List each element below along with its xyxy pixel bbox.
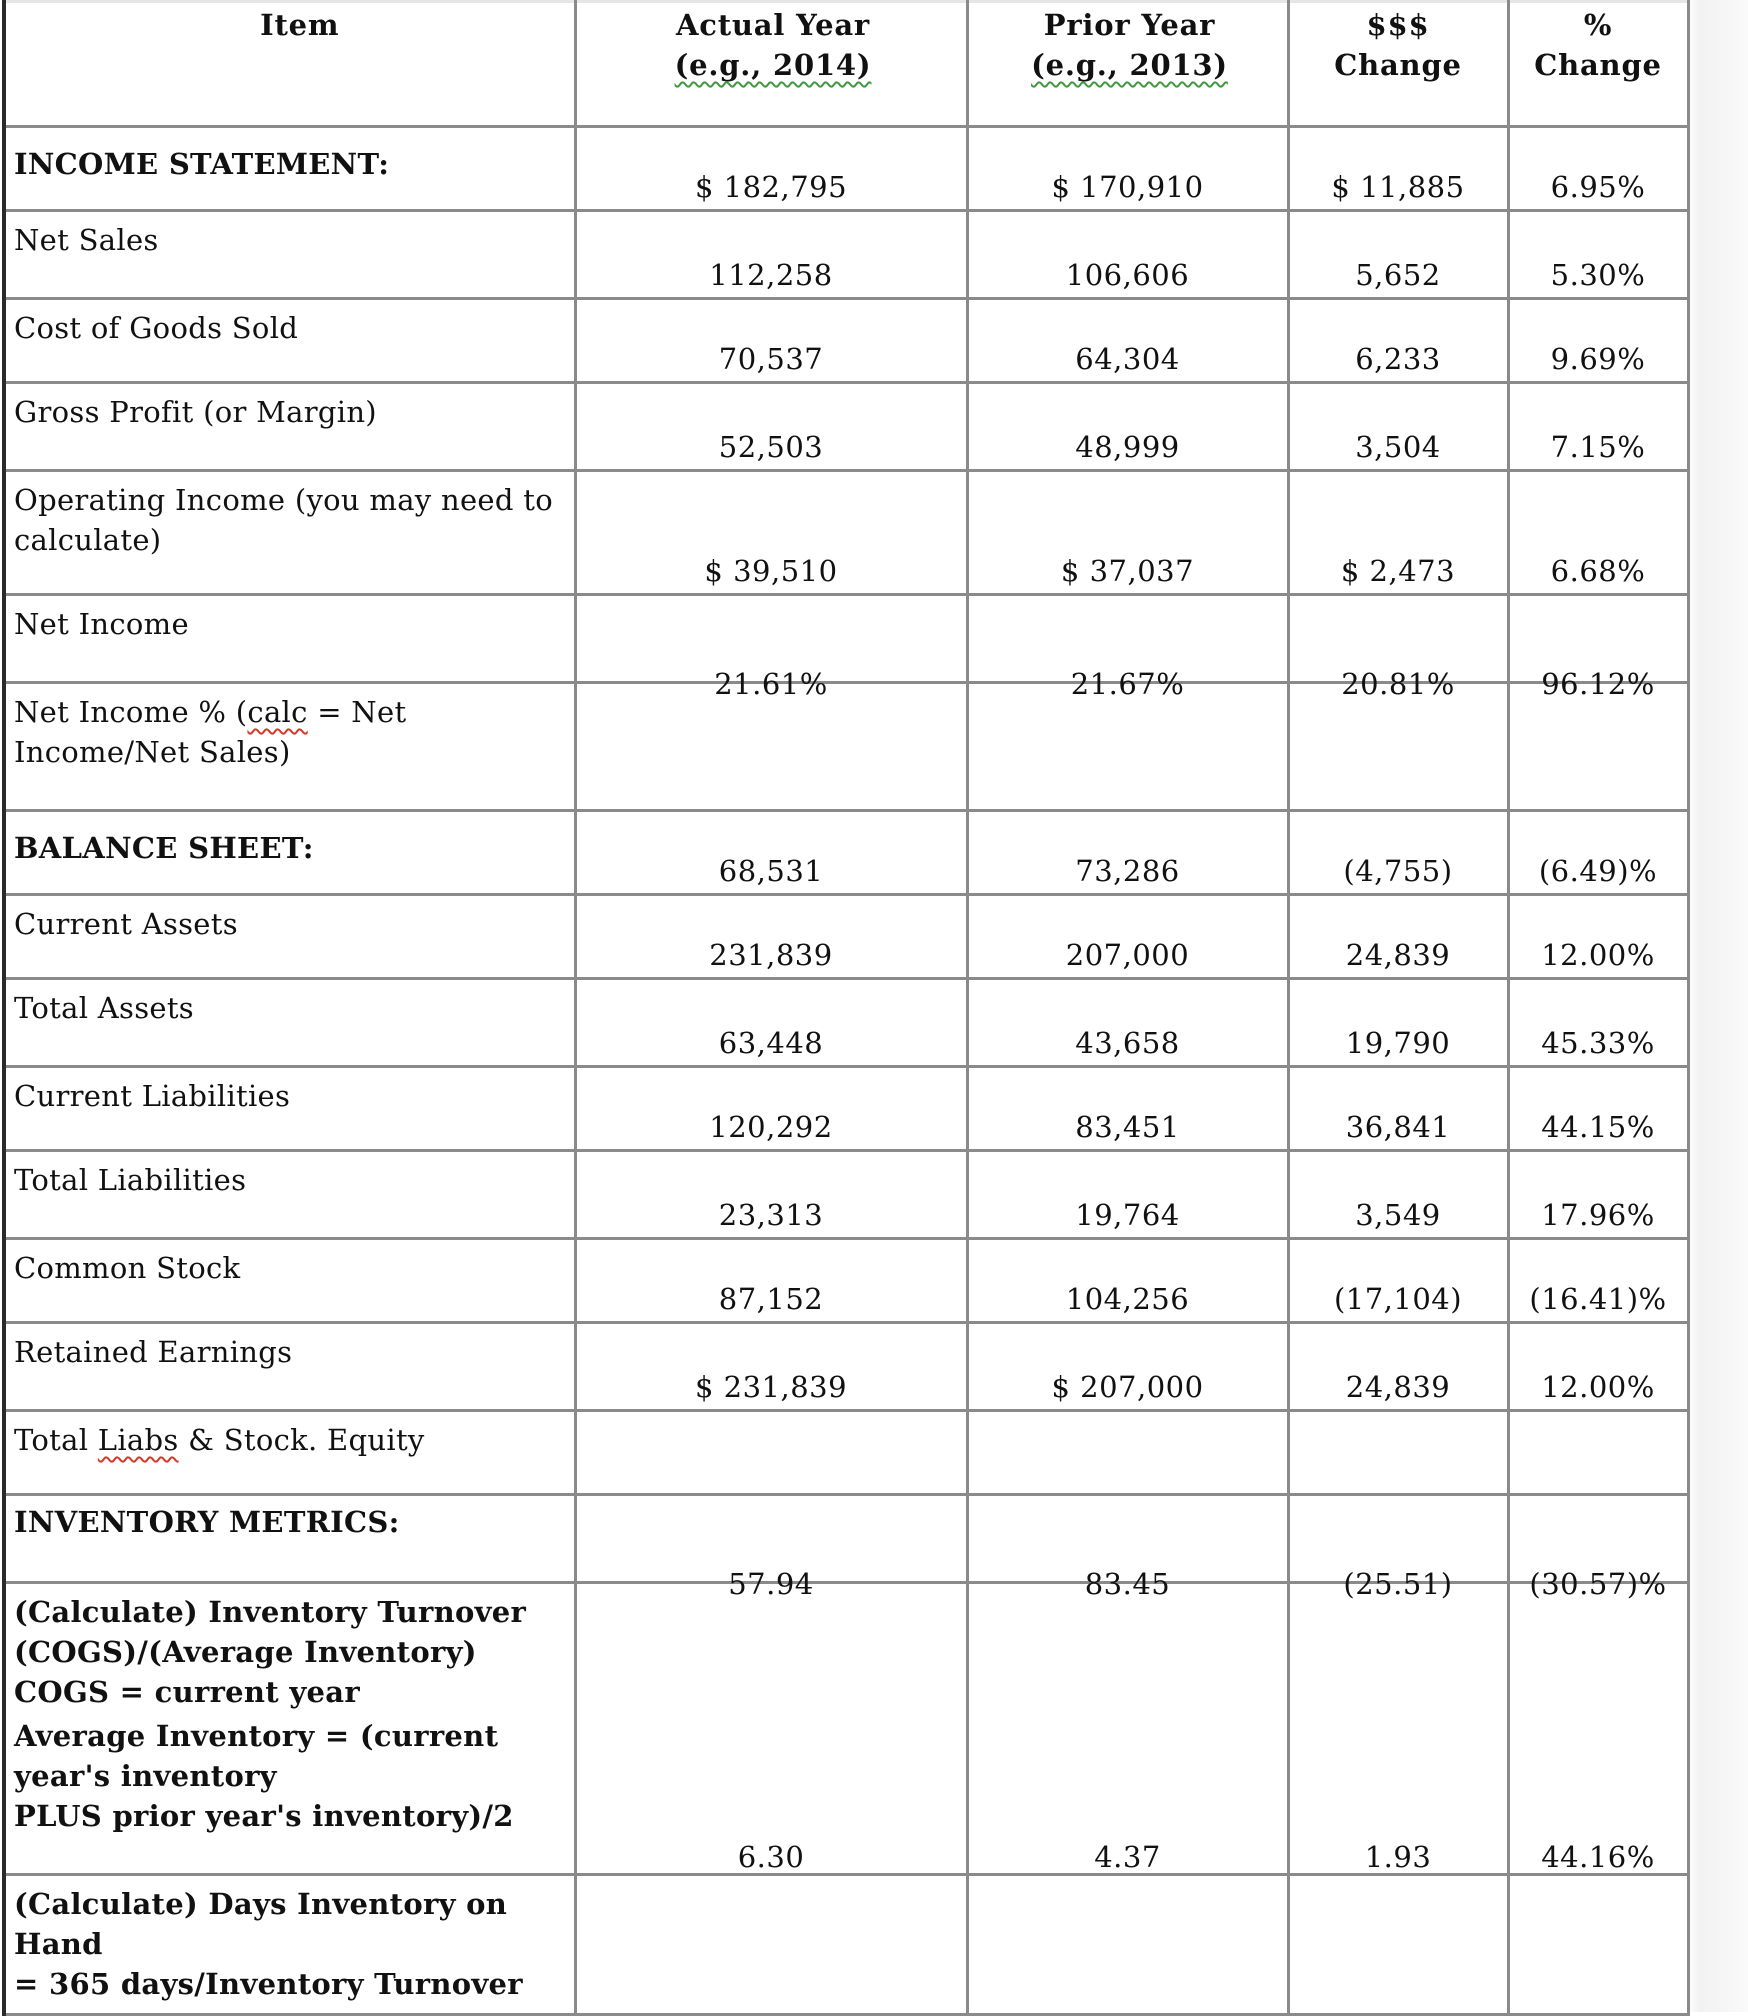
section-inventory-label: INVENTORY METRICS:: [14, 1505, 400, 1539]
net-income-label: Net Income: [14, 607, 189, 641]
total-liabilities-prior: 83,451: [1075, 1110, 1180, 1144]
operating-income-label-line2: calculate): [14, 523, 162, 557]
header-actual-line1: Actual Year: [675, 8, 871, 42]
days-inventory-prior-cell: [967, 1840, 1288, 2015]
inventory-turnover-label-cell: [4, 1583, 575, 1875]
cogs-label-cell: [4, 299, 575, 383]
net-income-pct-prior: 21.67%: [1070, 667, 1185, 701]
inventory-turnover-label-line: COGS = current year: [14, 1675, 360, 1709]
inventory-turnover-label-line: (Calculate) Inventory Turnover: [14, 1595, 527, 1629]
net-income-pct-pct-cell: [1508, 667, 1688, 811]
gross-profit-dollar: 6,233: [1355, 342, 1441, 376]
net-income-pct-label-cell: [4, 683, 575, 811]
total-liabs-equity-dollar: 24,839: [1345, 1370, 1451, 1404]
header-dollar-line2: Change: [1334, 48, 1462, 82]
common-stock-pct: 17.96%: [1541, 1198, 1655, 1232]
header-pct-line2: Change: [1534, 48, 1662, 82]
header-actual-year: [575, 2, 967, 127]
total-liabs-equity-pct: 12.00%: [1541, 1370, 1655, 1404]
header-prior-line1: Prior Year: [1043, 8, 1216, 42]
total-liabs-equity-dollar-cell: [1288, 1370, 1508, 1495]
total-assets-pct: 12.00%: [1541, 938, 1655, 972]
days-inventory-dollar: 1.93: [1364, 1840, 1432, 1874]
total-liabs-equity-label-post: & Stock. Equity: [178, 1423, 425, 1457]
net-income-pct-prior-cell: [967, 667, 1288, 811]
total-liabilities-label-cell: [4, 1151, 575, 1239]
header-item: [4, 2, 575, 127]
cogs-dollar: 5,652: [1355, 258, 1441, 292]
net-income-pct-pct: 96.12%: [1541, 667, 1655, 701]
row-net-income-pct: [4, 683, 1688, 811]
header-dollar-change: [1288, 2, 1508, 127]
section-balance-cell: [4, 811, 575, 895]
cogs-label: Cost of Goods Sold: [14, 311, 299, 345]
current-liabilities-actual: 63,448: [718, 1026, 824, 1060]
inventory-turnover-pct-cell: [1508, 1567, 1688, 1875]
inventory-turnover-dollar: (25.51): [1343, 1567, 1453, 1601]
total-liabilities-pct: 44.15%: [1541, 1110, 1655, 1144]
section-balance-label: BALANCE SHEET:: [14, 831, 314, 865]
retained-earnings-label: Retained Earnings: [14, 1335, 293, 1369]
net-income-pct-label-post: = Net: [307, 695, 407, 729]
total-liabilities-label: Total Liabilities: [14, 1163, 247, 1197]
days-inventory-label-line: Hand: [14, 1927, 103, 1961]
net-sales-label-cell: [4, 211, 575, 299]
header-row: [4, 2, 1688, 127]
days-inventory-pct: 44.16%: [1541, 1840, 1655, 1874]
current-assets-dollar: (4,755): [1343, 854, 1453, 888]
current-assets-actual: 68,531: [718, 854, 824, 888]
total-liabs-equity-prior: $ 207,000: [1051, 1370, 1204, 1404]
net-sales-pct: 6.95%: [1550, 170, 1646, 204]
current-assets-label-cell: [4, 895, 575, 979]
net-income-pct-actual: 21.61%: [714, 667, 828, 701]
operating-income-actual: 52,503: [718, 430, 824, 464]
header-actual-line2-text: (e.g., 2014): [674, 48, 872, 82]
total-assets-prior: 207,000: [1065, 938, 1190, 972]
inventory-turnover-prior: 83.45: [1084, 1567, 1171, 1601]
total-assets-label: Total Assets: [14, 991, 194, 1025]
header-actual-line2: [577, 45, 966, 85]
inventory-turnover-label-line: PLUS prior year's inventory)/2: [14, 1799, 514, 1833]
retained-earnings-dollar: (17,104): [1333, 1282, 1463, 1316]
current-liabilities-prior: 43,658: [1075, 1026, 1180, 1060]
operating-income-prior: 48,999: [1075, 430, 1180, 464]
inventory-turnover-label-line: year's inventory: [14, 1759, 277, 1793]
header-prior-line2-text: (e.g., 2013): [1031, 48, 1228, 82]
gross-profit-label-cell: [4, 383, 575, 471]
header-percent-change: [1508, 2, 1688, 127]
inventory-turnover-label-line: (COGS)/(Average Inventory): [14, 1635, 477, 1669]
net-income-pct-label-pre: Net Income % (: [14, 695, 248, 729]
gross-profit-label: Gross Profit (or Margin): [14, 395, 377, 429]
section-income-label: INCOME STATEMENT:: [14, 147, 390, 181]
current-liabilities-label-cell: [4, 1067, 575, 1151]
retained-earnings-prior: 104,256: [1065, 1282, 1190, 1316]
total-liabilities-dollar: 36,841: [1345, 1110, 1451, 1144]
inventory-turnover-label-line: Average Inventory = (current: [14, 1719, 499, 1753]
days-inventory-actual: 6.30: [737, 1840, 805, 1874]
current-liabilities-label: Current Liabilities: [14, 1079, 291, 1113]
net-income-label-cell: [4, 595, 575, 683]
common-stock-actual: 23,313: [718, 1198, 824, 1232]
net-income-dollar: $ 2,473: [1340, 554, 1456, 588]
net-income-pct: 6.68%: [1550, 554, 1646, 588]
operating-income-dollar: 3,504: [1355, 430, 1441, 464]
header-prior-line2: [969, 45, 1287, 85]
header-item-label: Item: [260, 8, 340, 42]
days-inventory-dollar-cell: [1288, 1840, 1508, 2015]
total-liabs-equity-label-pre: Total: [14, 1423, 98, 1457]
total-liabs-equity-pct-cell: [1508, 1370, 1688, 1495]
row-total-liabs-equity: [4, 1411, 1688, 1495]
days-inventory-label-cell: [4, 1875, 575, 2015]
net-income-prior: $ 37,037: [1060, 554, 1195, 588]
retained-earnings-actual: 87,152: [718, 1282, 824, 1316]
inventory-turnover-prior-cell: [967, 1567, 1288, 1875]
net-income-pct-label-line2: Income/Net Sales): [14, 735, 291, 769]
total-liabs-equity-actual-cell: [575, 1370, 967, 1495]
total-assets-label-cell: [4, 979, 575, 1067]
cogs-prior: 106,606: [1065, 258, 1190, 292]
total-liabilities-actual: 120,292: [709, 1110, 833, 1144]
retained-earnings-label-cell: [4, 1323, 575, 1411]
gross-profit-pct: 9.69%: [1550, 342, 1646, 376]
inventory-turnover-actual: 57.94: [728, 1567, 814, 1601]
row-inventory-turnover: [4, 1583, 1688, 1875]
row-days-inventory: [4, 1875, 1688, 2015]
operating-income-pct: 7.15%: [1550, 430, 1646, 464]
gross-profit-actual: 70,537: [718, 342, 824, 376]
operating-income-label-cell: [4, 471, 575, 595]
total-liabs-equity-actual: $ 231,839: [694, 1370, 848, 1404]
net-income-pct-actual-cell: [575, 667, 967, 811]
operating-income-label-line1: Operating Income (you may need to: [14, 483, 553, 517]
financial-comparison-table: [2, 0, 1690, 2016]
days-inventory-pct-cell: [1508, 1840, 1688, 2015]
net-income-actual: $ 39,510: [704, 554, 838, 588]
net-sales-dollar: $ 11,885: [1331, 170, 1465, 204]
cogs-pct: 5.30%: [1550, 258, 1646, 292]
current-assets-label: Current Assets: [14, 907, 238, 941]
cogs-actual: 112,258: [709, 258, 833, 292]
days-inventory-prior: 4.37: [1094, 1840, 1161, 1874]
net-sales-prior: $ 170,910: [1051, 170, 1204, 204]
total-assets-dollar: 24,839: [1345, 938, 1451, 972]
days-inventory-label-line: (Calculate) Days Inventory on: [14, 1887, 508, 1921]
common-stock-dollar: 3,549: [1355, 1198, 1441, 1232]
header-prior-year: [967, 2, 1288, 127]
total-liabs-equity-label-squig: Liabs: [97, 1423, 179, 1457]
inventory-turnover-actual-cell: [575, 1567, 967, 1875]
common-stock-label-cell: [4, 1239, 575, 1323]
total-liabs-equity-label: [6, 1412, 574, 1460]
current-assets-pct: (6.49)%: [1538, 854, 1658, 888]
total-liabs-equity-label-cell: [4, 1411, 575, 1495]
section-inventory-cell: [4, 1495, 575, 1583]
current-assets-prior: 73,286: [1075, 854, 1180, 888]
header-pct-line1: %: [1583, 8, 1613, 42]
net-sales-label: Net Sales: [14, 223, 159, 257]
total-assets-actual: 231,839: [709, 938, 833, 972]
current-liabilities-pct: 45.33%: [1541, 1026, 1655, 1060]
gross-profit-prior: 64,304: [1075, 342, 1180, 376]
header-dollar-line1: $$$: [1366, 8, 1430, 42]
common-stock-label: Common Stock: [14, 1251, 241, 1285]
net-sales-actual: $ 182,795: [694, 170, 848, 204]
section-income-cell: [4, 127, 575, 211]
net-income-pct-dollar-cell: [1288, 667, 1508, 811]
current-liabilities-dollar: 19,790: [1345, 1026, 1451, 1060]
net-income-pct-label-squig: calc: [247, 695, 308, 729]
net-income-pct-dollar: 20.81%: [1341, 667, 1455, 701]
total-liabs-equity-prior-cell: [967, 1370, 1288, 1495]
retained-earnings-pct: (16.41)%: [1529, 1282, 1667, 1316]
days-inventory-label-line: = 365 days/Inventory Turnover: [14, 1967, 523, 2001]
net-income-pct-label-line1: [6, 684, 574, 732]
days-inventory-actual-cell: [575, 1840, 967, 2015]
common-stock-prior: 19,764: [1075, 1198, 1180, 1232]
inventory-turnover-pct: (30.57)%: [1529, 1567, 1667, 1601]
inventory-turnover-dollar-cell: [1288, 1567, 1508, 1875]
